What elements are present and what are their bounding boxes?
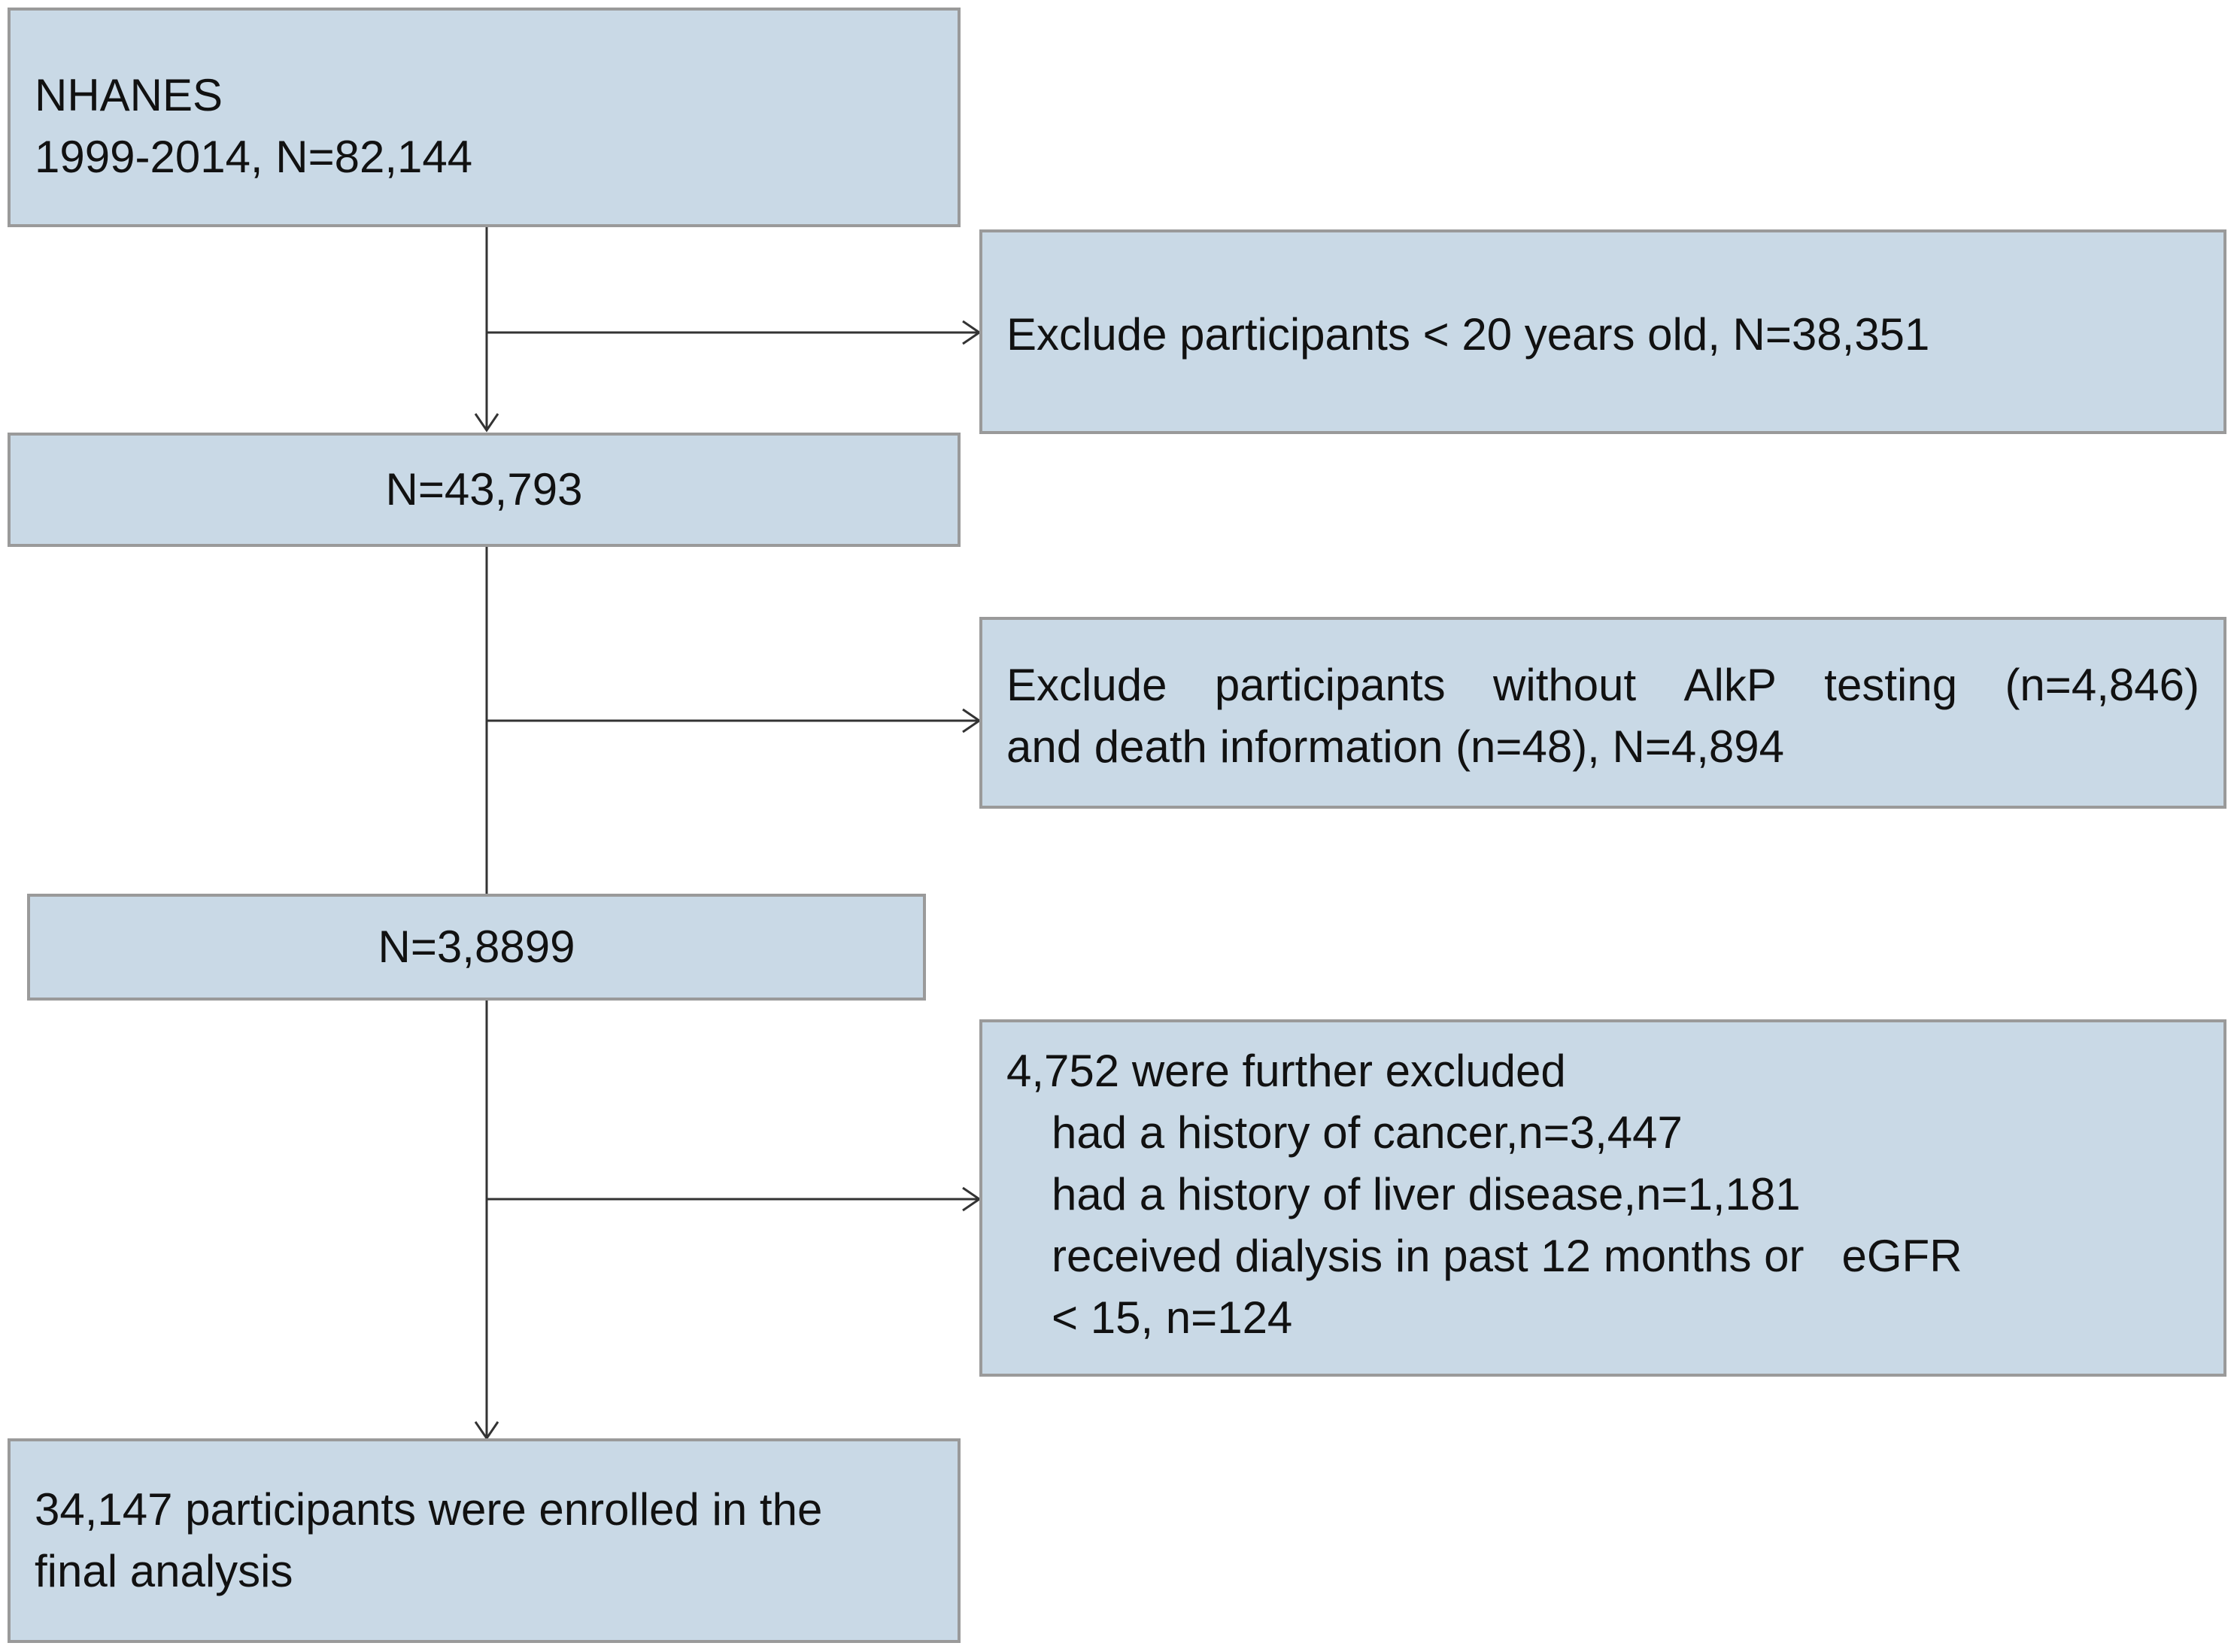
word: participants <box>1214 660 1446 710</box>
final-line-2: final analysis <box>35 1546 293 1596</box>
exclusion-box-further <box>979 1019 2226 1377</box>
exclusion-box-alkp <box>979 617 2226 809</box>
word: (n=4,846) <box>2005 660 2199 710</box>
final-box <box>8 1438 961 1643</box>
word: testing <box>1824 660 1958 710</box>
exclusion-alkp-line1 <box>1006 654 2199 716</box>
exclusion-item-liver: had a history of liver disease,n=1,181 <box>1052 1169 1801 1219</box>
word: Exclude <box>1006 660 1167 710</box>
count-1-text: N=43,793 <box>385 464 583 515</box>
exclusion-age-text: Exclude participants < 20 years old, N=38,351 <box>1006 309 1930 360</box>
final-line-1: 34,147 participants were enrolled in the <box>35 1484 823 1535</box>
exclusion-box-age <box>979 229 2226 434</box>
exclusion-item-dialysis: received dialysis in past 12 months or eGFR <box>1052 1231 1962 1281</box>
word: AlkP <box>1683 660 1777 710</box>
count-box-2 <box>27 894 926 1001</box>
start-period-count: 1999-2014, N=82,144 <box>35 132 473 182</box>
exclusion-alkp-line2: and death information (n=48), N=4,894 <box>1006 721 1785 772</box>
start-source: NHANES <box>35 70 223 120</box>
start-box <box>8 8 961 227</box>
word: without <box>1493 660 1637 710</box>
exclusion-item-cancer: had a history of cancer,n=3,447 <box>1052 1107 1683 1158</box>
exclusion-item-egfr: < 15, n=124 <box>1052 1292 1293 1343</box>
exclusion-further-heading: 4,752 were further excluded <box>1006 1046 1566 1096</box>
count-box-1 <box>8 433 961 547</box>
count-2-text: N=3,8899 <box>378 922 575 972</box>
